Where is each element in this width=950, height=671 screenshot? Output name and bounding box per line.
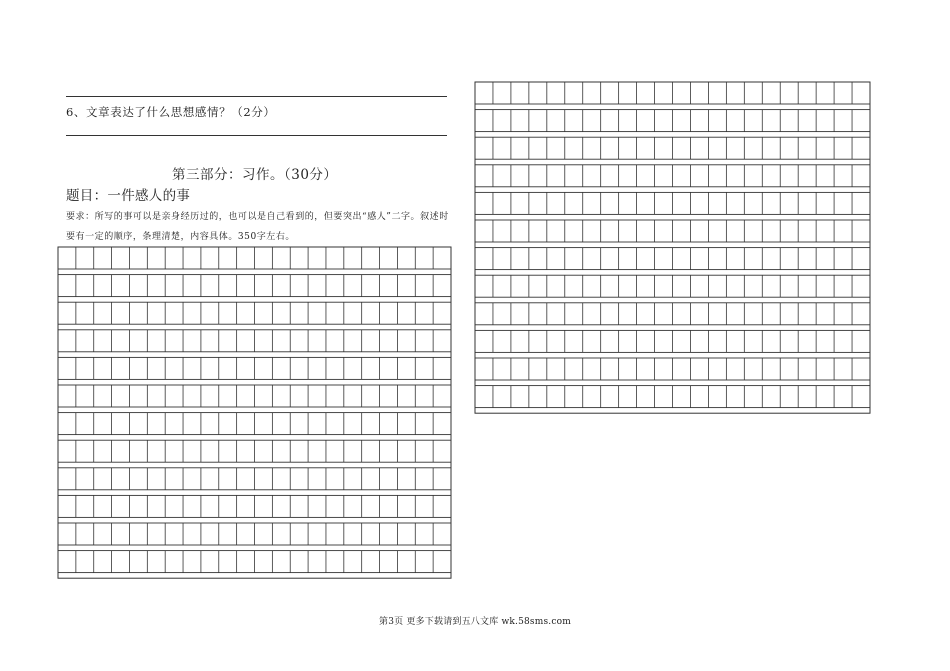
- grid-row[interactable]: [475, 330, 870, 352]
- grid-row[interactable]: [475, 82, 870, 104]
- grid-row[interactable]: [475, 248, 870, 270]
- grid-row[interactable]: [475, 358, 870, 380]
- section-title: 第三部分：习作。（30分）: [172, 167, 338, 183]
- composition-topic: 题目：一件感人的事: [66, 188, 191, 204]
- grid-row[interactable]: [475, 386, 870, 408]
- grid-row[interactable]: [475, 303, 870, 325]
- grid-row[interactable]: [475, 110, 870, 132]
- grid-row[interactable]: [475, 220, 870, 242]
- requirement-line-2: 要有一定的顺序，条理清楚，内容具体。350字左右。: [66, 232, 295, 242]
- grid-row[interactable]: [475, 275, 870, 297]
- question-6: 6、文章表达了什么思想感情？（2分）: [66, 105, 276, 119]
- grid-row[interactable]: [475, 137, 870, 159]
- grid-row[interactable]: [475, 165, 870, 187]
- page-footer: 第3页 更多下载请到五八文库 wk.58sms.com: [379, 617, 571, 627]
- grid-row[interactable]: [475, 192, 870, 214]
- requirement-line-1: 要求：所写的事可以是亲身经历过的，也可以是自己看到的，但要突出“感人”二字。叙述时: [66, 212, 449, 222]
